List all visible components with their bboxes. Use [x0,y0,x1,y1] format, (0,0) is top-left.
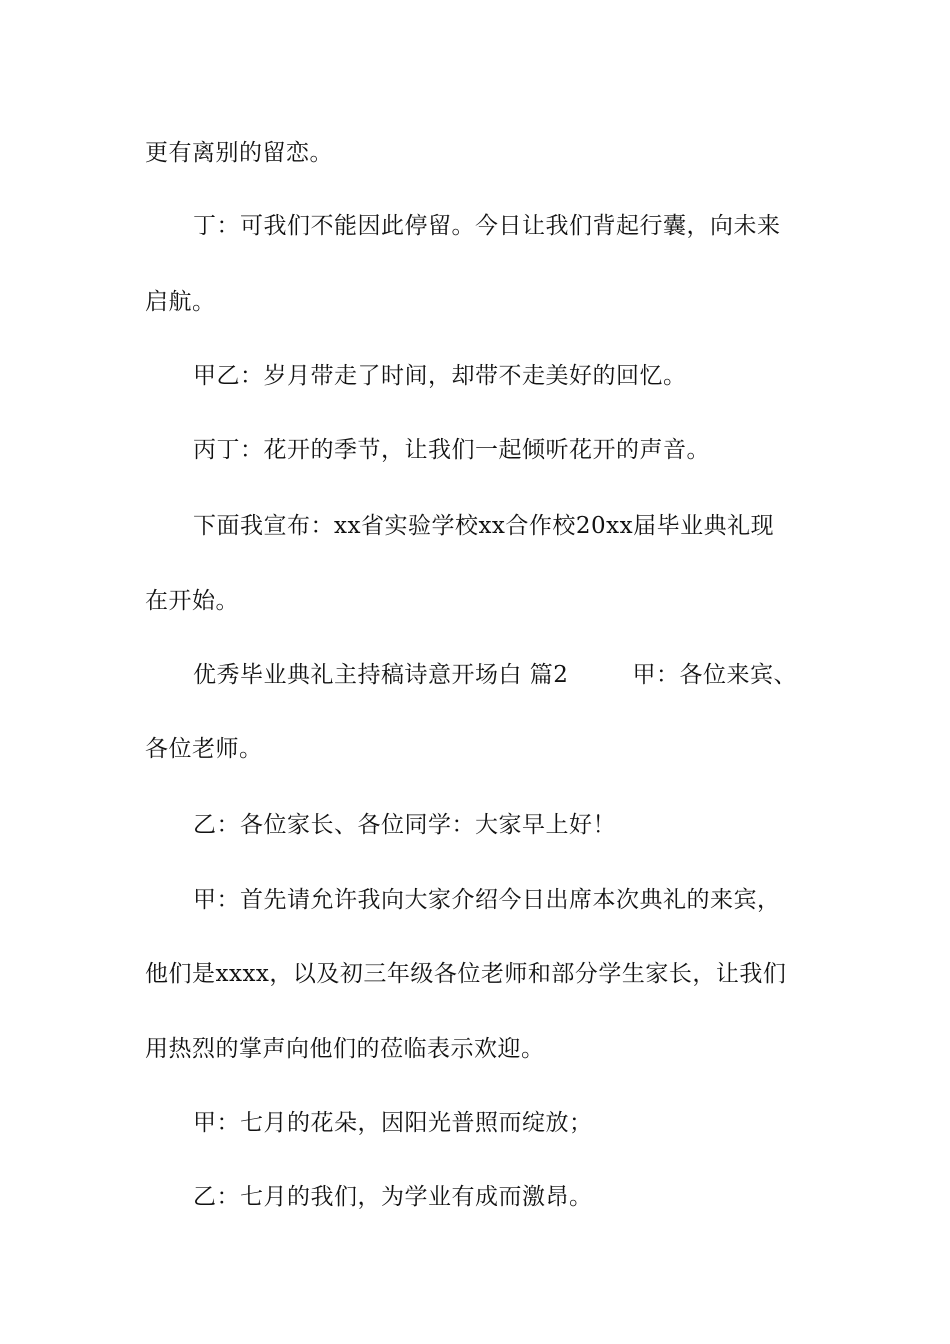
text-line: 在开始。 [145,588,239,614]
text-line: 他们是xxxx，以及初三年级各位老师和部分学生家长，让我们 [145,961,787,987]
text-line: 甲乙：岁月带走了时间，却带不走美好的回忆。 [193,363,687,389]
text-line: 用热烈的掌声向他们的莅临表示欢迎。 [145,1036,545,1062]
text-line: 乙：各位家长、各位同学：大家早上好！ [193,812,616,838]
text-line [193,655,873,695]
text-segment: 甲：各位来宾、 [632,662,797,688]
text-line: 丙丁：花开的季节，让我们一起倾听花开的声音。 [193,437,710,463]
text-line: 各位老师。 [145,736,263,762]
text-line: 启航。 [145,289,216,315]
text-line: 甲：首先请允许我向大家介绍今日出席本次典礼的来宾， [193,887,781,913]
text-line: 乙：七月的我们，为学业有成而激昂。 [193,1184,593,1210]
text-line: 丁：可我们不能因此停留。今日让我们背起行囊，向未来 [193,213,781,239]
text-line: 甲：七月的花朵，因阳光普照而绽放； [193,1110,593,1136]
section-heading: 优秀毕业典礼主持稿诗意开场白 篇2 [193,662,569,688]
text-line: 下面我宣布：xx省实验学校xx合作校20xx届毕业典礼现 [193,513,775,539]
text-line: 更有离别的留恋。 [145,140,333,166]
